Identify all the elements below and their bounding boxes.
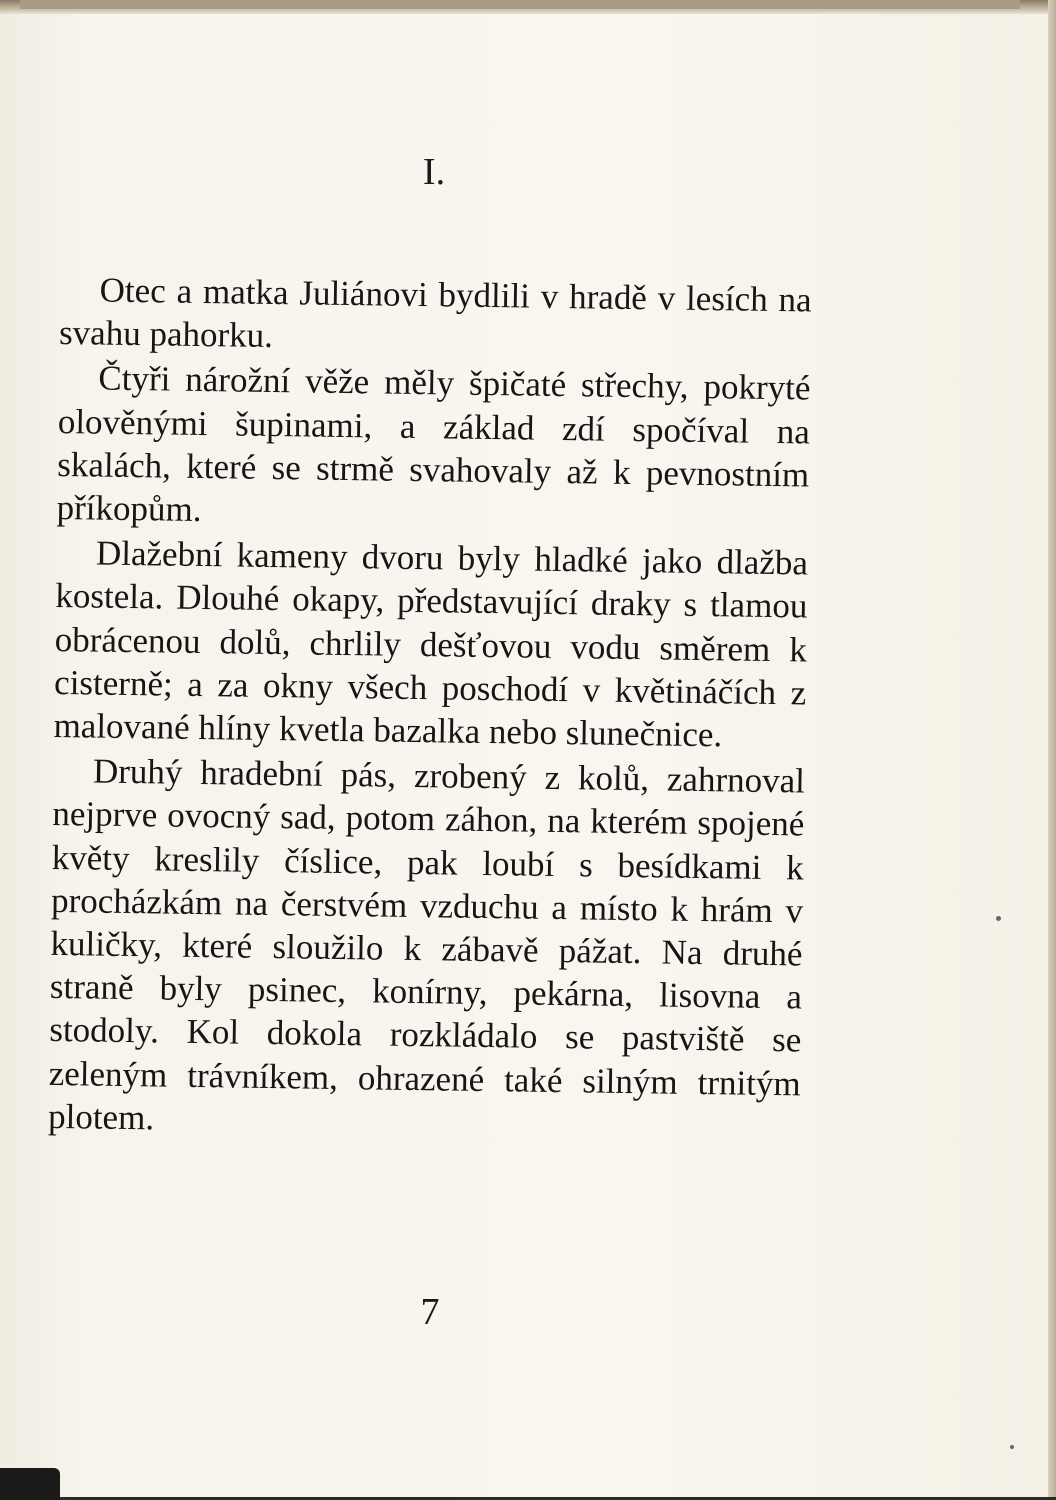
- ink-speck: [996, 916, 1001, 921]
- paragraph-2: Čtyři nárožní věže měly špičaté střechy, pokryté olověnými šupinami, a základ zdí spočíval na skalách, které se strmě svahovaly až k pevnostním příkopům.: [56, 358, 811, 530]
- chapter-heading-text: I.: [422, 151, 446, 193]
- chapter-heading: [0, 150, 860, 194]
- body-text: [48, 268, 812, 1150]
- paragraph-4: Druhý hradební pás, zrobený z kolů, zahrnoval nejprve ovocný sad, potom záhon, na kterém spojené květy kreslily číslice, pak loubí s besídkami k procházkám na čerstvém vzduchu a místo k hrám v kuličky, které sloužilo k zábavě pážat. Na druhé straně byly psinec, konírny, pekárna, lisovna a stodoly. Kol dokola rozkládalo se pastviště se zeleným trávníkem, ohrazené také silným trnitým plotem.: [47, 751, 806, 1138]
- binding-strip: [20, 0, 1020, 9]
- page-right-edge: [1048, 0, 1056, 1500]
- page-bottom-shadow: [0, 1468, 60, 1500]
- paragraph-3: Dlažební kameny dvoru byly hladké jako dlažba kostela. Dlouhé okapy, představující draky s tlamou obrácenou dolů, chrlily dešťovou vodu směrem k cisterně; a za okny všech poschodí v květináčích z malované hlíny kvetla bazalka nebo slunečnice.: [53, 533, 809, 755]
- paragraph-1: Otec a matka Juliánovi bydlili v hradě v lesích na svahu pahorku.: [58, 270, 812, 356]
- ink-speck: [1010, 1445, 1014, 1449]
- page-number: 7: [420, 1291, 440, 1333]
